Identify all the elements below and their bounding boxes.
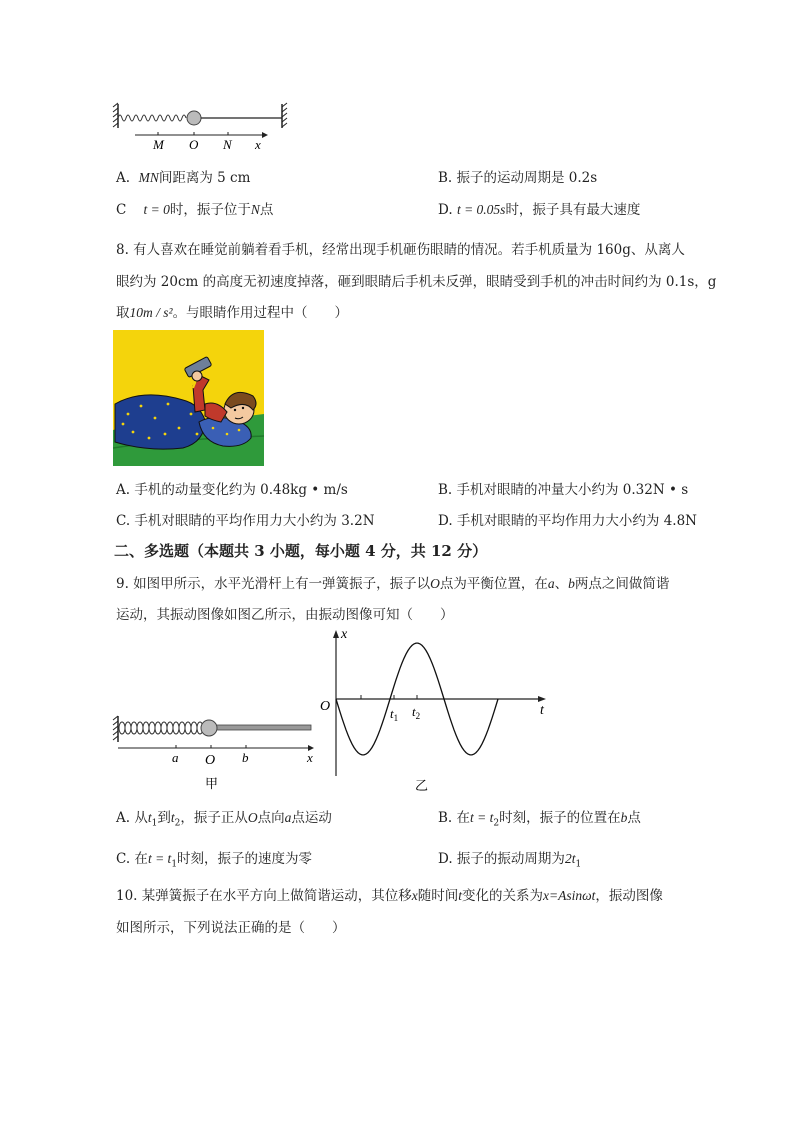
label-M: M <box>153 137 164 152</box>
q8-option-d[interactable]: D. 手机对眼睛的平均作用力大小约为 4.8N <box>438 513 697 529</box>
q9-figure-jia <box>112 712 322 796</box>
label-b: b <box>242 750 249 765</box>
section-2-heading: 二、多选题（本题共 3 小题，每小题 4 分，共 12 分） <box>114 542 488 560</box>
q9-option-c[interactable]: C. 在$t = t_1$时刻，振子的速度为零 <box>116 851 313 870</box>
q7-option-a[interactable]: A. MN间距离为 5 cm <box>116 170 251 186</box>
oscillator-ball <box>201 720 217 736</box>
q9-option-b[interactable]: B. 在$t = t_2$时刻，振子的位置在b点 <box>438 810 641 829</box>
caption-jia: 甲 <box>205 777 219 792</box>
q8-option-a[interactable]: A. 手机的动量变化约为 0.48kg • m/s <box>116 482 348 498</box>
t1-label: $t_1$ <box>390 706 399 723</box>
label-x: x <box>255 137 261 152</box>
q8-option-b[interactable]: B. 手机对眼睛的冲量大小约为 0.32N • s <box>438 482 689 498</box>
q8-option-c[interactable]: C. 手机对眼睛的平均作用力大小约为 3.2N <box>116 513 375 529</box>
q10-line-2: 如图所示，下列说法正确的是（ ） <box>116 920 346 936</box>
q7-option-c[interactable]: C t = 0时，振子位于N点 <box>116 202 274 218</box>
q7-option-b[interactable]: B. 振子的运动周期是 0.2s <box>438 170 598 186</box>
q10-line-1: 10. 某弹簧振子在水平方向上做简谐运动，其位移x随时间t变化的关系为x=Asinωt，振动图像 <box>116 888 663 904</box>
q8-line-3: 取10m / s²。与眼睛作用过程中（ ） <box>116 305 349 321</box>
q9-line-1: 9. 如图甲所示，水平光滑杆上有一弹簧振子，振子以O点为平衡位置，在a、b两点之间做简谐 <box>116 576 670 592</box>
q9-figure-yi <box>314 624 554 796</box>
label-x: x <box>307 750 313 765</box>
label-a: a <box>172 750 179 765</box>
q8-phone-illustration <box>113 330 264 466</box>
caption-yi: 乙 <box>415 779 429 794</box>
origin-label: O <box>320 699 331 714</box>
t2-label: $t_2$ <box>412 704 421 721</box>
q8-line-1: 8. 有人喜欢在睡觉前躺着看手机，经常出现手机砸伤眼睛的情况。若手机质量为 160g、从离人 <box>116 242 685 258</box>
label-O: O <box>205 753 216 768</box>
q9-option-d[interactable]: D. 振子的振动周期为$2t_1$ <box>438 851 582 870</box>
q7-spring-figure <box>110 98 295 153</box>
q9-option-a[interactable]: A. 从$t_1$到$t_2$，振子正从O点向a点运动 <box>116 810 332 829</box>
axis-x-label: x <box>341 627 348 642</box>
label-N: N <box>223 137 232 152</box>
q9-line-2: 运动，其振动图像如图乙所示，由振动图像可知（ ） <box>116 607 454 623</box>
spring <box>118 115 186 121</box>
label-O: O <box>189 137 199 152</box>
oscillator-ball <box>187 111 201 125</box>
q8-line-2: 眼约为 20cm 的高度无初速度掉落，砸到眼睛后手机未反弹，眼睛受到手机的冲击时间约为 0.1s，g <box>116 274 717 290</box>
axis-t-label: t <box>540 703 544 718</box>
q7-option-d[interactable]: D. t = 0.05s时，振子具有最大速度 <box>438 202 641 218</box>
